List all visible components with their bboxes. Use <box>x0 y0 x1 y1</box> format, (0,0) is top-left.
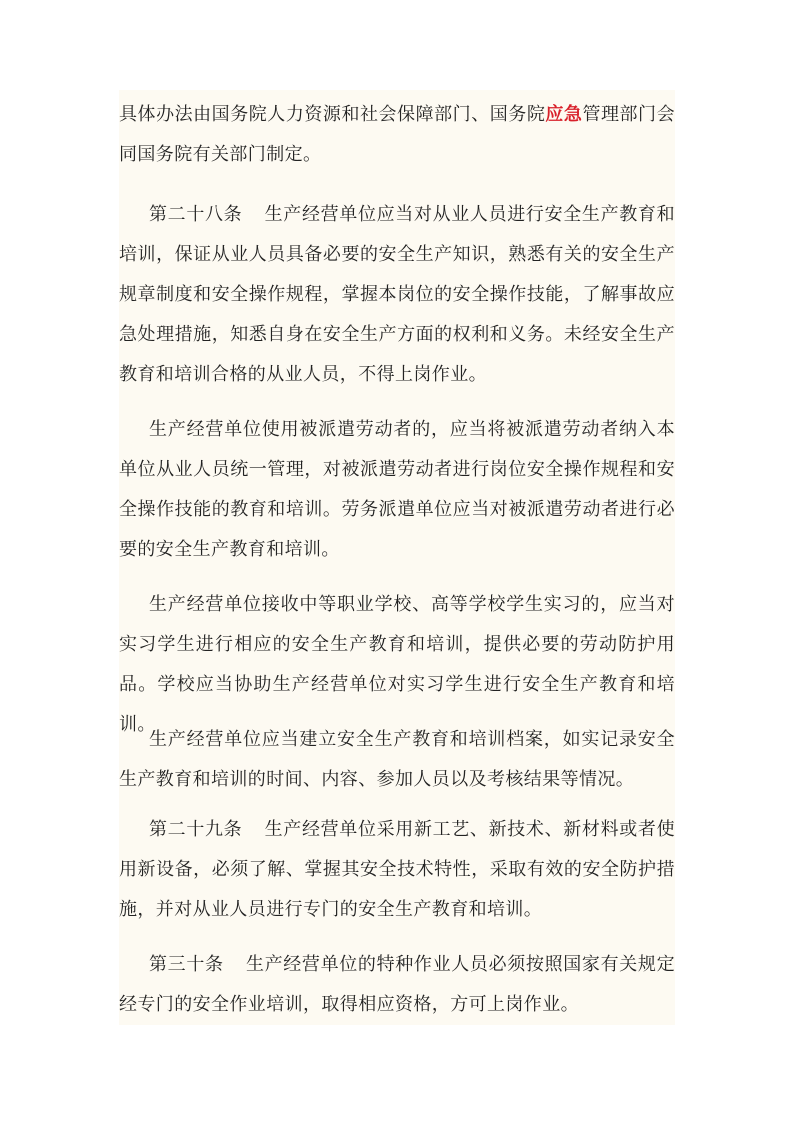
highlighted-keyword: 应急 <box>545 104 583 125</box>
student-interns-paragraph: 生产经营单位接收中等职业学校、高等学校学生实习的，应当对实习学生进行相应的安全生产教育和培训，提供必要的劳动防护用品。学校应当协助生产经营单位对实习学生进行安全生产教育和培训。 <box>119 594 675 735</box>
paragraph-text: 具体办法由国务院人力资源和社会保障部门、国务院 <box>119 104 546 125</box>
article-29-paragraph <box>119 810 675 930</box>
article-28-paragraph <box>119 195 675 395</box>
dispatched-workers-paragraph: 生产经营单位使用被派遣劳动者的，应当将被派遣劳动者纳入本单位从业人员统一管理，对被派遣劳动者进行岗位安全操作规程和安全操作技能的教育和培训。劳务派遣单位应当对被派遣劳动者进行必要的安全生产教育和培训。 <box>119 419 675 560</box>
article-number: 第二十九条 <box>149 819 243 840</box>
article-text: 生产经营单位采用新工艺、新技术、新材料或者使用新设备，必须了解、掌握其安全技术特性，采取有效的安全防护措施，并对从业人员进行专门的安全生产教育和培训。 <box>119 819 675 920</box>
article-text: 生产经营单位的特种作业人员必须按照国家有关规定经专门的安全作业培训，取得相应资格，方可上岗作业。 <box>119 954 675 1015</box>
article-number: 第三十条 <box>149 954 224 975</box>
article-30-paragraph <box>119 945 675 1025</box>
paragraph-text: 管理部门会同国务院有关部门制定。 <box>119 104 675 165</box>
article-number: 第二十八条 <box>149 204 243 225</box>
training-records-paragraph: 生产经营单位应当建立安全生产教育和培训档案，如实记录安全生产教育和培训的时间、内容、参加人员以及考核结果等情况。 <box>119 729 675 790</box>
document-body <box>119 90 675 1025</box>
paragraph-implementation-rules <box>119 95 675 175</box>
article-text: 生产经营单位应当对从业人员进行安全生产教育和培训，保证从业人员具备必要的安全生产知识，熟悉有关的安全生产规章制度和安全操作规程，掌握本岗位的安全操作技能，了解事故应急处理措施，知悉自身在安全生产方面的权利和义务。未经安全生产教育和培训合格的从业人员，不得上岗作业。 <box>119 204 675 385</box>
